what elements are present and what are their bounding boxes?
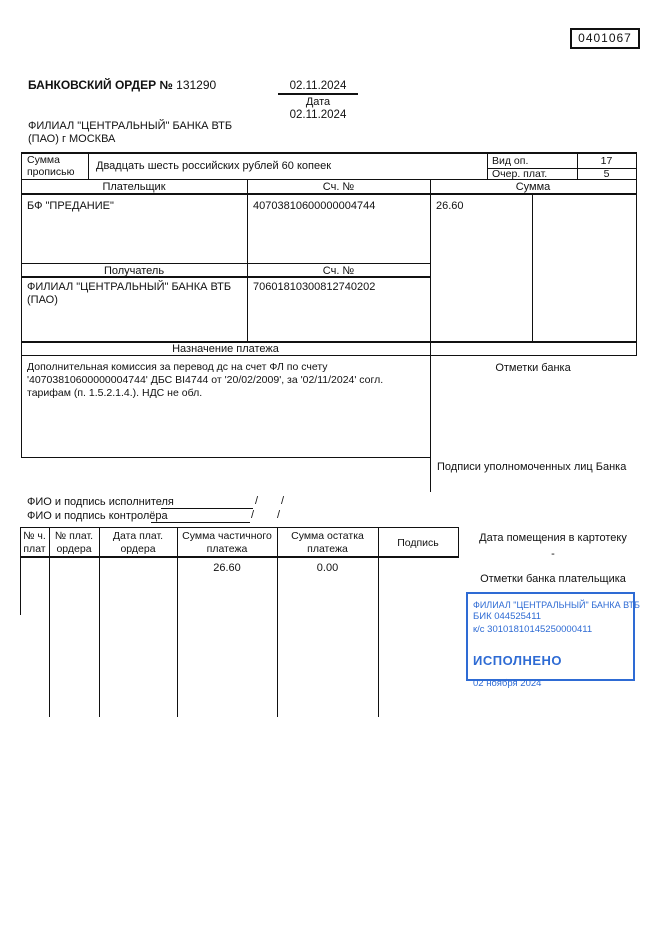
grid-line bbox=[458, 527, 459, 558]
payee-account: 70601810300812740202 bbox=[253, 281, 376, 293]
document-title-label: БАНКОВСКИЙ ОРДЕР № bbox=[28, 78, 173, 92]
executed-stamp bbox=[466, 592, 640, 690]
payee-header: Получатель bbox=[103, 265, 165, 277]
grid-line bbox=[636, 152, 637, 356]
bank-signatures-label: Подписи уполномоченных лиц Банка bbox=[437, 461, 627, 473]
form-code: 0401067 bbox=[578, 31, 632, 45]
payment-priority-label: Очер. плат. bbox=[492, 168, 548, 180]
grid-line bbox=[88, 152, 89, 179]
date-value-bottom: 02.11.2024 bbox=[289, 109, 347, 121]
col-header-part-number: № ч. плат bbox=[23, 530, 46, 556]
remainder-sum-value: 0.00 bbox=[316, 562, 339, 574]
amount-in-words: Двадцать шесть российских рублей 60 копеек bbox=[96, 160, 332, 172]
grid-line bbox=[21, 457, 430, 458]
grid-line bbox=[378, 527, 379, 717]
grid-line bbox=[20, 527, 458, 528]
slash-mark: / bbox=[251, 509, 255, 521]
slash-mark: / bbox=[281, 495, 285, 507]
partial-sum-value: 26.60 bbox=[213, 562, 241, 574]
col-header-order-number: № плат. ордера bbox=[54, 530, 94, 556]
date-underline bbox=[278, 93, 358, 95]
stamp-status: ИСПОЛНЕНО bbox=[473, 652, 563, 668]
purpose-text-line3: тарифам (п. 1.5.2.1.4.). НДС не обл. bbox=[27, 387, 203, 399]
document-number: 131290 bbox=[176, 78, 217, 92]
slash-mark: / bbox=[255, 495, 259, 507]
stamp-bik: БИК 044525411 bbox=[473, 611, 542, 623]
grid-line bbox=[21, 152, 22, 458]
grid-line bbox=[247, 179, 248, 341]
operation-type-value: 17 bbox=[600, 155, 613, 167]
signature-line bbox=[161, 508, 253, 509]
payee-account-header: Сч. № bbox=[322, 265, 355, 277]
grid-line bbox=[487, 152, 488, 179]
issuing-bank-line2: (ПАО) г МОСКВА bbox=[28, 133, 116, 145]
payer-bank-marks-label: Отметки банка плательщика bbox=[480, 573, 626, 585]
grid-line bbox=[21, 263, 430, 264]
col-header-order-date: Дата плат. ордера bbox=[112, 530, 164, 556]
executor-signature-label: ФИО и подпись исполнителя bbox=[27, 496, 174, 508]
purpose-header: Назначение платежа bbox=[172, 343, 279, 355]
kartoteka-label: Дата помещения в картотеку bbox=[479, 532, 627, 544]
slash-mark: / bbox=[277, 509, 281, 521]
payer-name: БФ "ПРЕДАНИЕ" bbox=[27, 200, 114, 212]
col-header-signature: Подпись bbox=[397, 537, 439, 549]
amount-words-label-line1: Сумма bbox=[27, 154, 60, 166]
kartoteka-value: - bbox=[551, 548, 555, 560]
sum-header: Сумма bbox=[515, 181, 551, 193]
purpose-text-line2: '40703810600000004744' ДБС BI4744 от '20/02/2009', за '02/11/2024' согл. bbox=[27, 374, 384, 386]
operation-type-label: Вид оп. bbox=[492, 155, 529, 167]
amount-words-label-line2: прописью bbox=[27, 166, 75, 178]
stamp-corr-account: к/с 30101810145250000411 bbox=[473, 623, 593, 635]
stamp-bank-name: ФИЛИАЛ "ЦЕНТРАЛЬНЫЙ" БАНКА ВТБ bbox=[473, 600, 640, 610]
payer-header: Плательщик bbox=[102, 181, 166, 193]
payee-name-line2: (ПАО) bbox=[27, 294, 58, 306]
grid-line bbox=[20, 556, 458, 558]
controller-signature-label: ФИО и подпись контролёра bbox=[27, 510, 168, 522]
issuing-bank-line1: ФИЛИАЛ "ЦЕНТРАЛЬНЫЙ" БАНКА ВТБ bbox=[28, 120, 233, 132]
payee-name-line1: ФИЛИАЛ "ЦЕНТРАЛЬНЫЙ" БАНКА ВТБ bbox=[27, 281, 232, 293]
grid-line bbox=[21, 152, 636, 154]
payment-sum: 26.60 bbox=[436, 200, 464, 212]
document-title bbox=[28, 78, 216, 92]
stamp-date: 02 ноября 2024 bbox=[473, 678, 542, 690]
signature-line bbox=[151, 522, 250, 523]
form-code-box bbox=[570, 28, 640, 49]
payer-account: 40703810600000004744 bbox=[253, 200, 376, 212]
grid-line bbox=[532, 193, 533, 341]
purpose-text-line1: Дополнительная комиссия за перевод дс на счет ФЛ по счету bbox=[27, 361, 328, 373]
bank-marks-label: Отметки банка bbox=[495, 362, 571, 374]
grid-line bbox=[430, 179, 431, 492]
payment-priority-value: 5 bbox=[603, 168, 610, 180]
date-value-top: 02.11.2024 bbox=[289, 80, 347, 92]
date-label: Дата bbox=[305, 96, 331, 108]
payer-account-header: Сч. № bbox=[322, 181, 355, 193]
col-header-partial-sum: Сумма частичного платежа bbox=[182, 530, 272, 556]
col-header-remainder-sum: Сумма остатка платежа bbox=[291, 530, 364, 556]
